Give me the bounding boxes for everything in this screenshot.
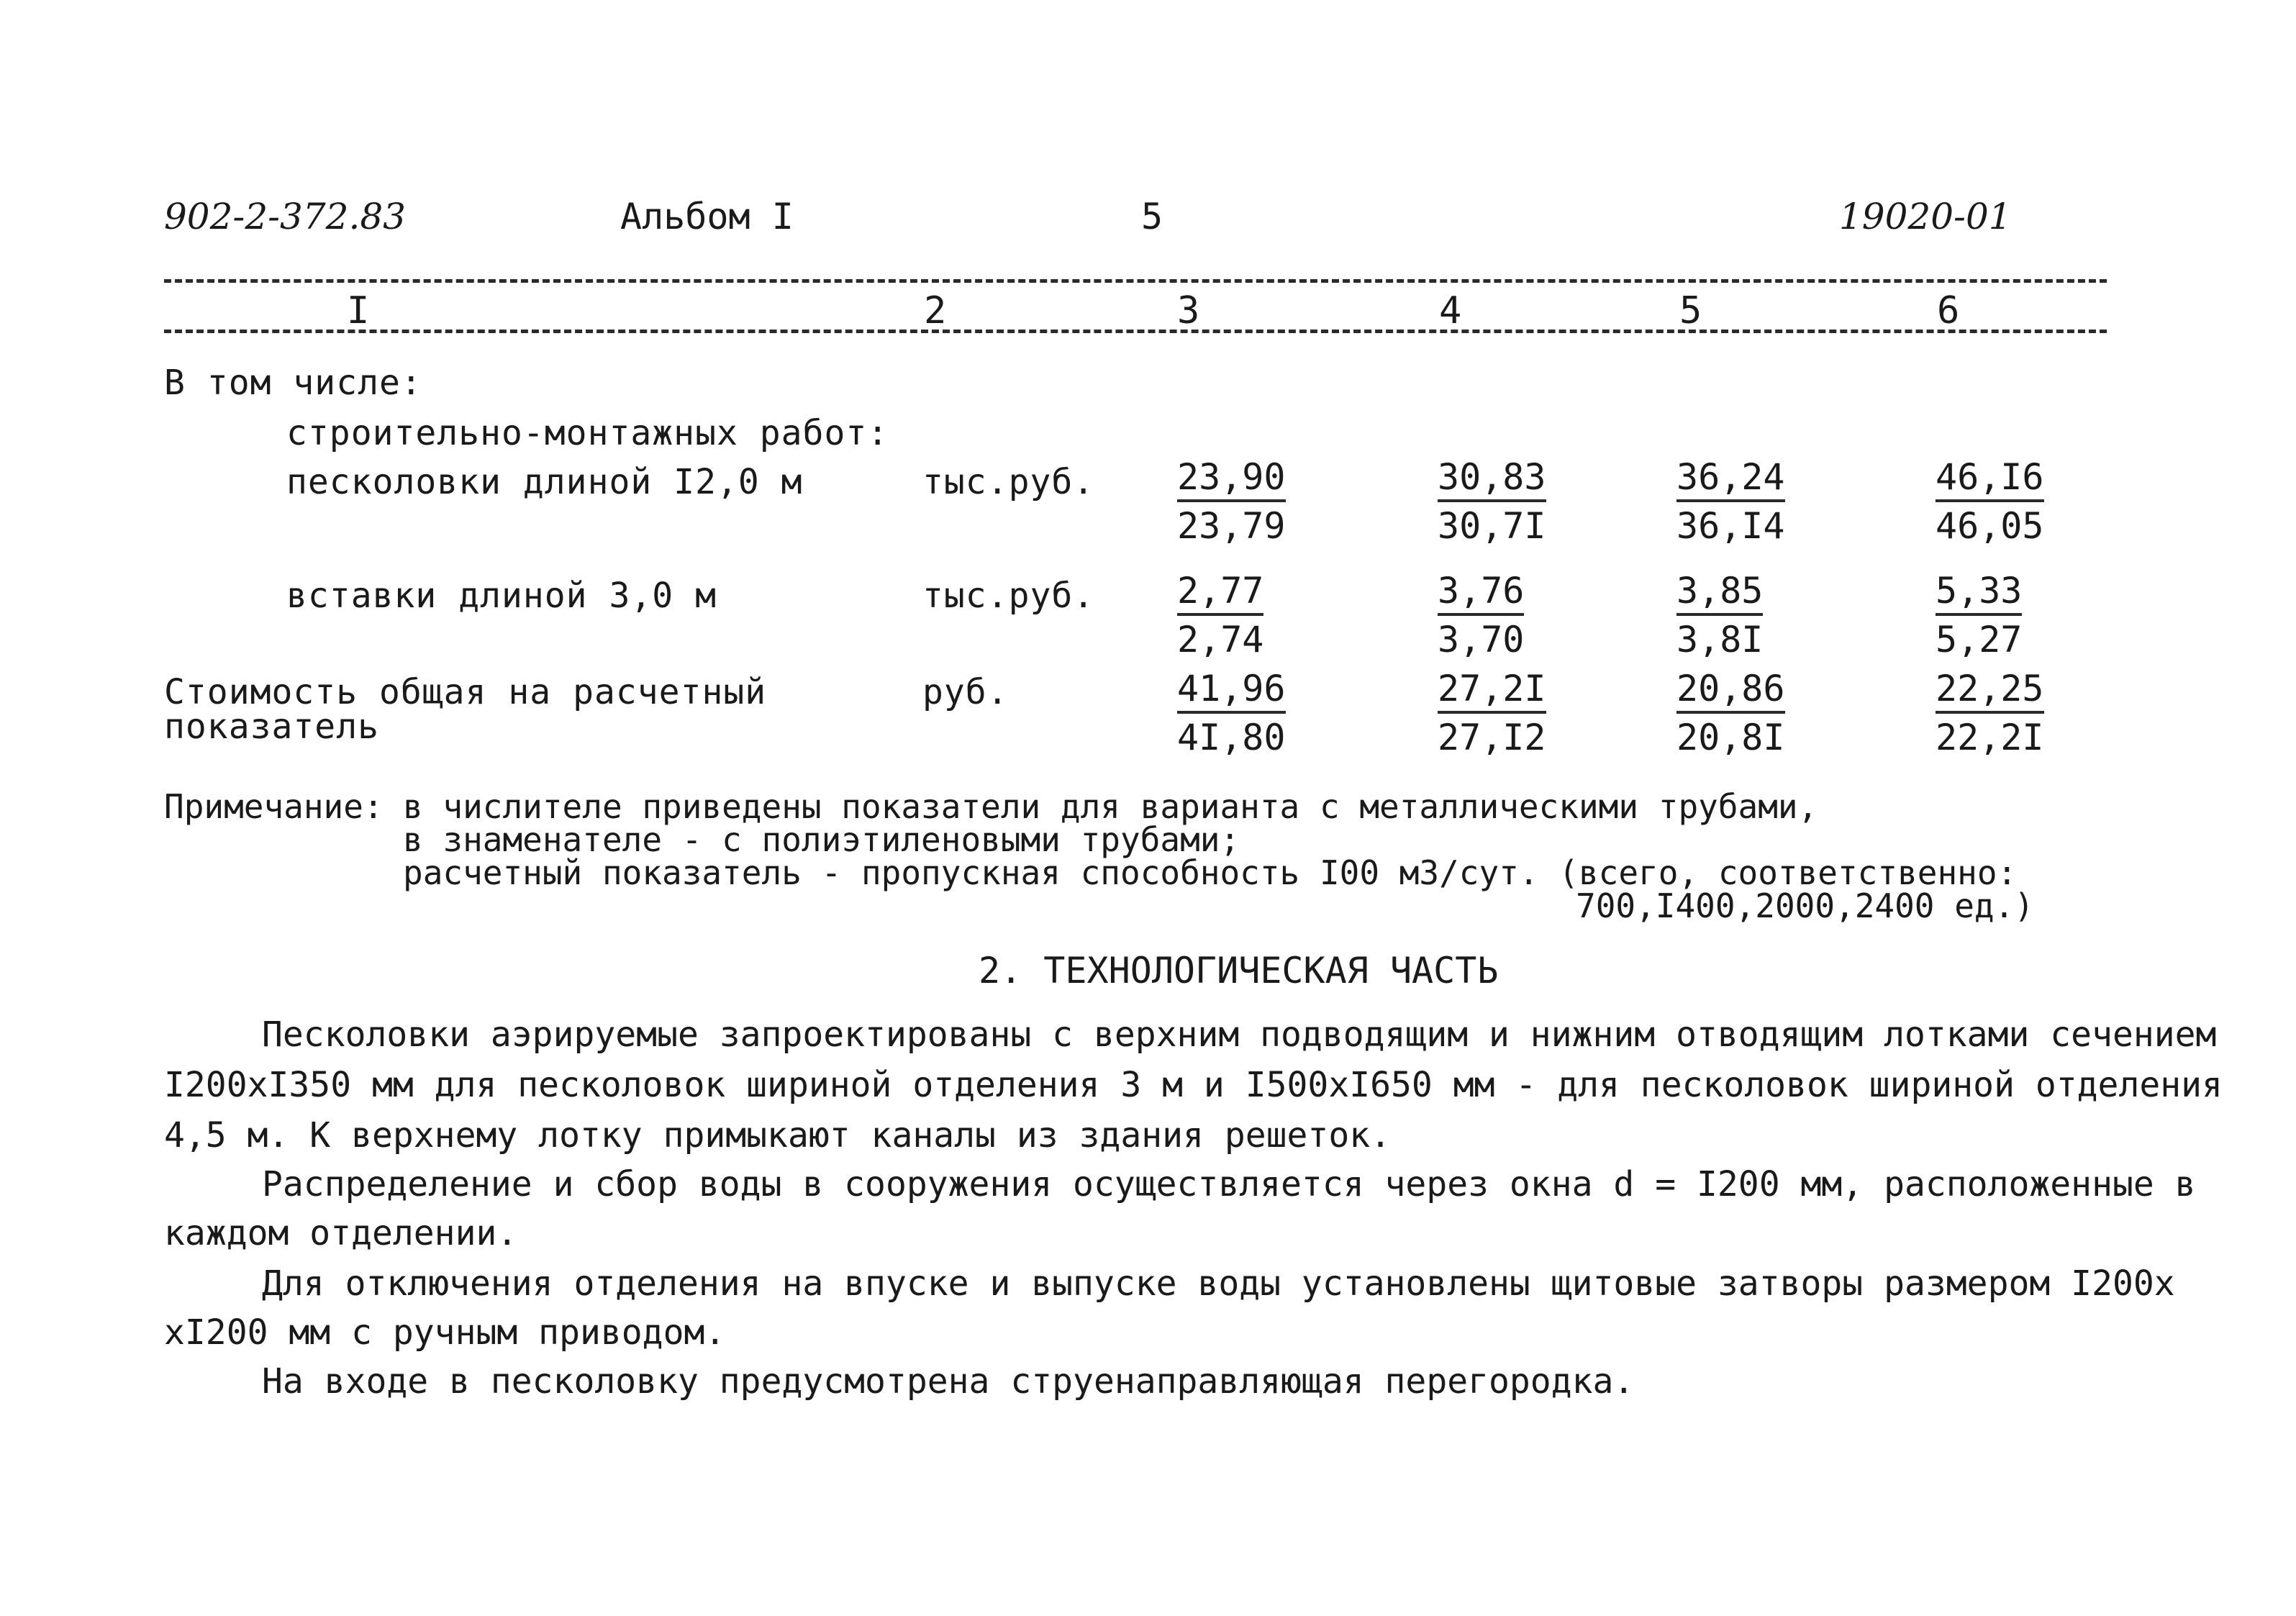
paragraph-line: Песколовки аэрируемые запроектированы с верхним подводящим и нижним отводящим лотками сечением [262, 1014, 2217, 1055]
row-label: песколовки длиной I2,0 м [286, 462, 803, 502]
value-denominator: 46,05 [1936, 505, 2044, 547]
row-label-continuation: показатель [164, 707, 379, 747]
value-numerator-text: 46,I6 [1936, 456, 2044, 502]
paragraph-line: На входе в песколовку предусмотрена струенаправляющая перегородка. [262, 1361, 1635, 1402]
value-denominator: 30,7I [1438, 505, 1546, 547]
value-numerator [1438, 570, 1525, 612]
value-denominator: 20,8I [1676, 717, 1785, 758]
value-numerator-text: 5,33 [1936, 570, 2022, 616]
value-denominator: 2,74 [1177, 619, 1264, 661]
column-number-4: 4 [1439, 289, 1462, 332]
value-numerator-text: 3,76 [1438, 570, 1524, 616]
value-numerator-text: 27,2I [1438, 668, 1546, 714]
table-header-rule [164, 330, 2107, 333]
section-label: В том числе: [164, 363, 422, 403]
value-numerator [1438, 668, 1546, 709]
value-numerator [1177, 668, 1286, 709]
table-top-rule [164, 279, 2107, 283]
value-numerator-text: 22,25 [1936, 668, 2044, 714]
row-unit: тыс.руб. [922, 576, 1095, 616]
note-line: в числителе приведены показатели для варианта с металлическими трубами, [403, 787, 1818, 826]
column-number-2: 2 [924, 289, 947, 332]
value-denominator: 5,27 [1936, 619, 2023, 661]
paragraph-line: Распределение и сбор воды в сооружения осуществляется через окна d = I200 мм, расположенные в [262, 1164, 2196, 1204]
value-numerator-text: 30,83 [1438, 456, 1546, 502]
album-label: Альбом I [620, 196, 794, 237]
value-denominator: 4I,80 [1177, 717, 1286, 758]
value-numerator-text: 41,96 [1177, 668, 1286, 714]
value-numerator [1676, 668, 1785, 709]
value-numerator [1438, 456, 1546, 498]
note-line: 700,I400,2000,2400 ед.) [1576, 886, 2034, 925]
value-denominator: 27,I2 [1438, 717, 1546, 758]
value-denominator: 3,70 [1438, 619, 1525, 661]
note-line: расчетный показатель - пропускная способность I00 м3/сут. (всего, соответственно: [403, 853, 2018, 892]
value-numerator-text: 2,77 [1177, 570, 1263, 616]
value-numerator [1936, 456, 2044, 498]
row-label: Стоимость общая на расчетный [164, 672, 767, 712]
value-numerator [1936, 668, 2044, 709]
value-numerator-text: 23,90 [1177, 456, 1286, 502]
note-line: в знаменателе - с полиэтиленовыми трубами; [403, 820, 1240, 859]
doc-code: 902-2-372.83 [164, 196, 406, 237]
inventory-number: 19020-01 [1839, 196, 2012, 237]
sub-label: строительно-монтажных работ: [286, 413, 889, 453]
column-number-1: I [347, 289, 370, 332]
value-numerator-text: 3,85 [1676, 570, 1763, 616]
column-number-3: 3 [1177, 289, 1200, 332]
paragraph-line: I200хI350 мм для песколовок шириной отделения 3 м и I500хI650 мм - для песколовок шириной отделения [164, 1065, 2223, 1105]
paragraph-line: каждом отделении. [164, 1213, 518, 1253]
page-number: 5 [1141, 196, 1163, 237]
value-denominator: 22,2I [1936, 717, 2044, 758]
row-unit: тыс.руб. [922, 462, 1095, 502]
section-title: 2. ТЕХНОЛОГИЧЕСКАЯ ЧАСТЬ [979, 950, 1499, 991]
value-numerator [1676, 456, 1785, 498]
paragraph-line: 4,5 м. К верхнему лотку примыкают каналы из здания решеток. [164, 1115, 1392, 1156]
value-numerator [1177, 456, 1286, 498]
paragraph-line: Для отключения отделения на впуске и выпуске воды установлены щитовые затворы размером I200х [262, 1263, 2175, 1304]
column-number-5: 5 [1679, 289, 1702, 332]
value-numerator [1177, 570, 1264, 612]
value-numerator [1676, 570, 1764, 612]
column-number-6: 6 [1937, 289, 1960, 332]
row-label: вставки длиной 3,0 м [286, 576, 717, 616]
paragraph-line: хI200 мм с ручным приводом. [164, 1312, 726, 1353]
value-denominator: 36,I4 [1676, 505, 1785, 547]
value-numerator-text: 20,86 [1676, 668, 1785, 714]
note-label: Примечание: [164, 787, 384, 826]
value-numerator-text: 36,24 [1676, 456, 1785, 502]
value-denominator: 23,79 [1177, 505, 1286, 547]
value-numerator [1936, 570, 2023, 612]
row-unit: руб. [922, 672, 1009, 712]
value-denominator: 3,8I [1676, 619, 1764, 661]
